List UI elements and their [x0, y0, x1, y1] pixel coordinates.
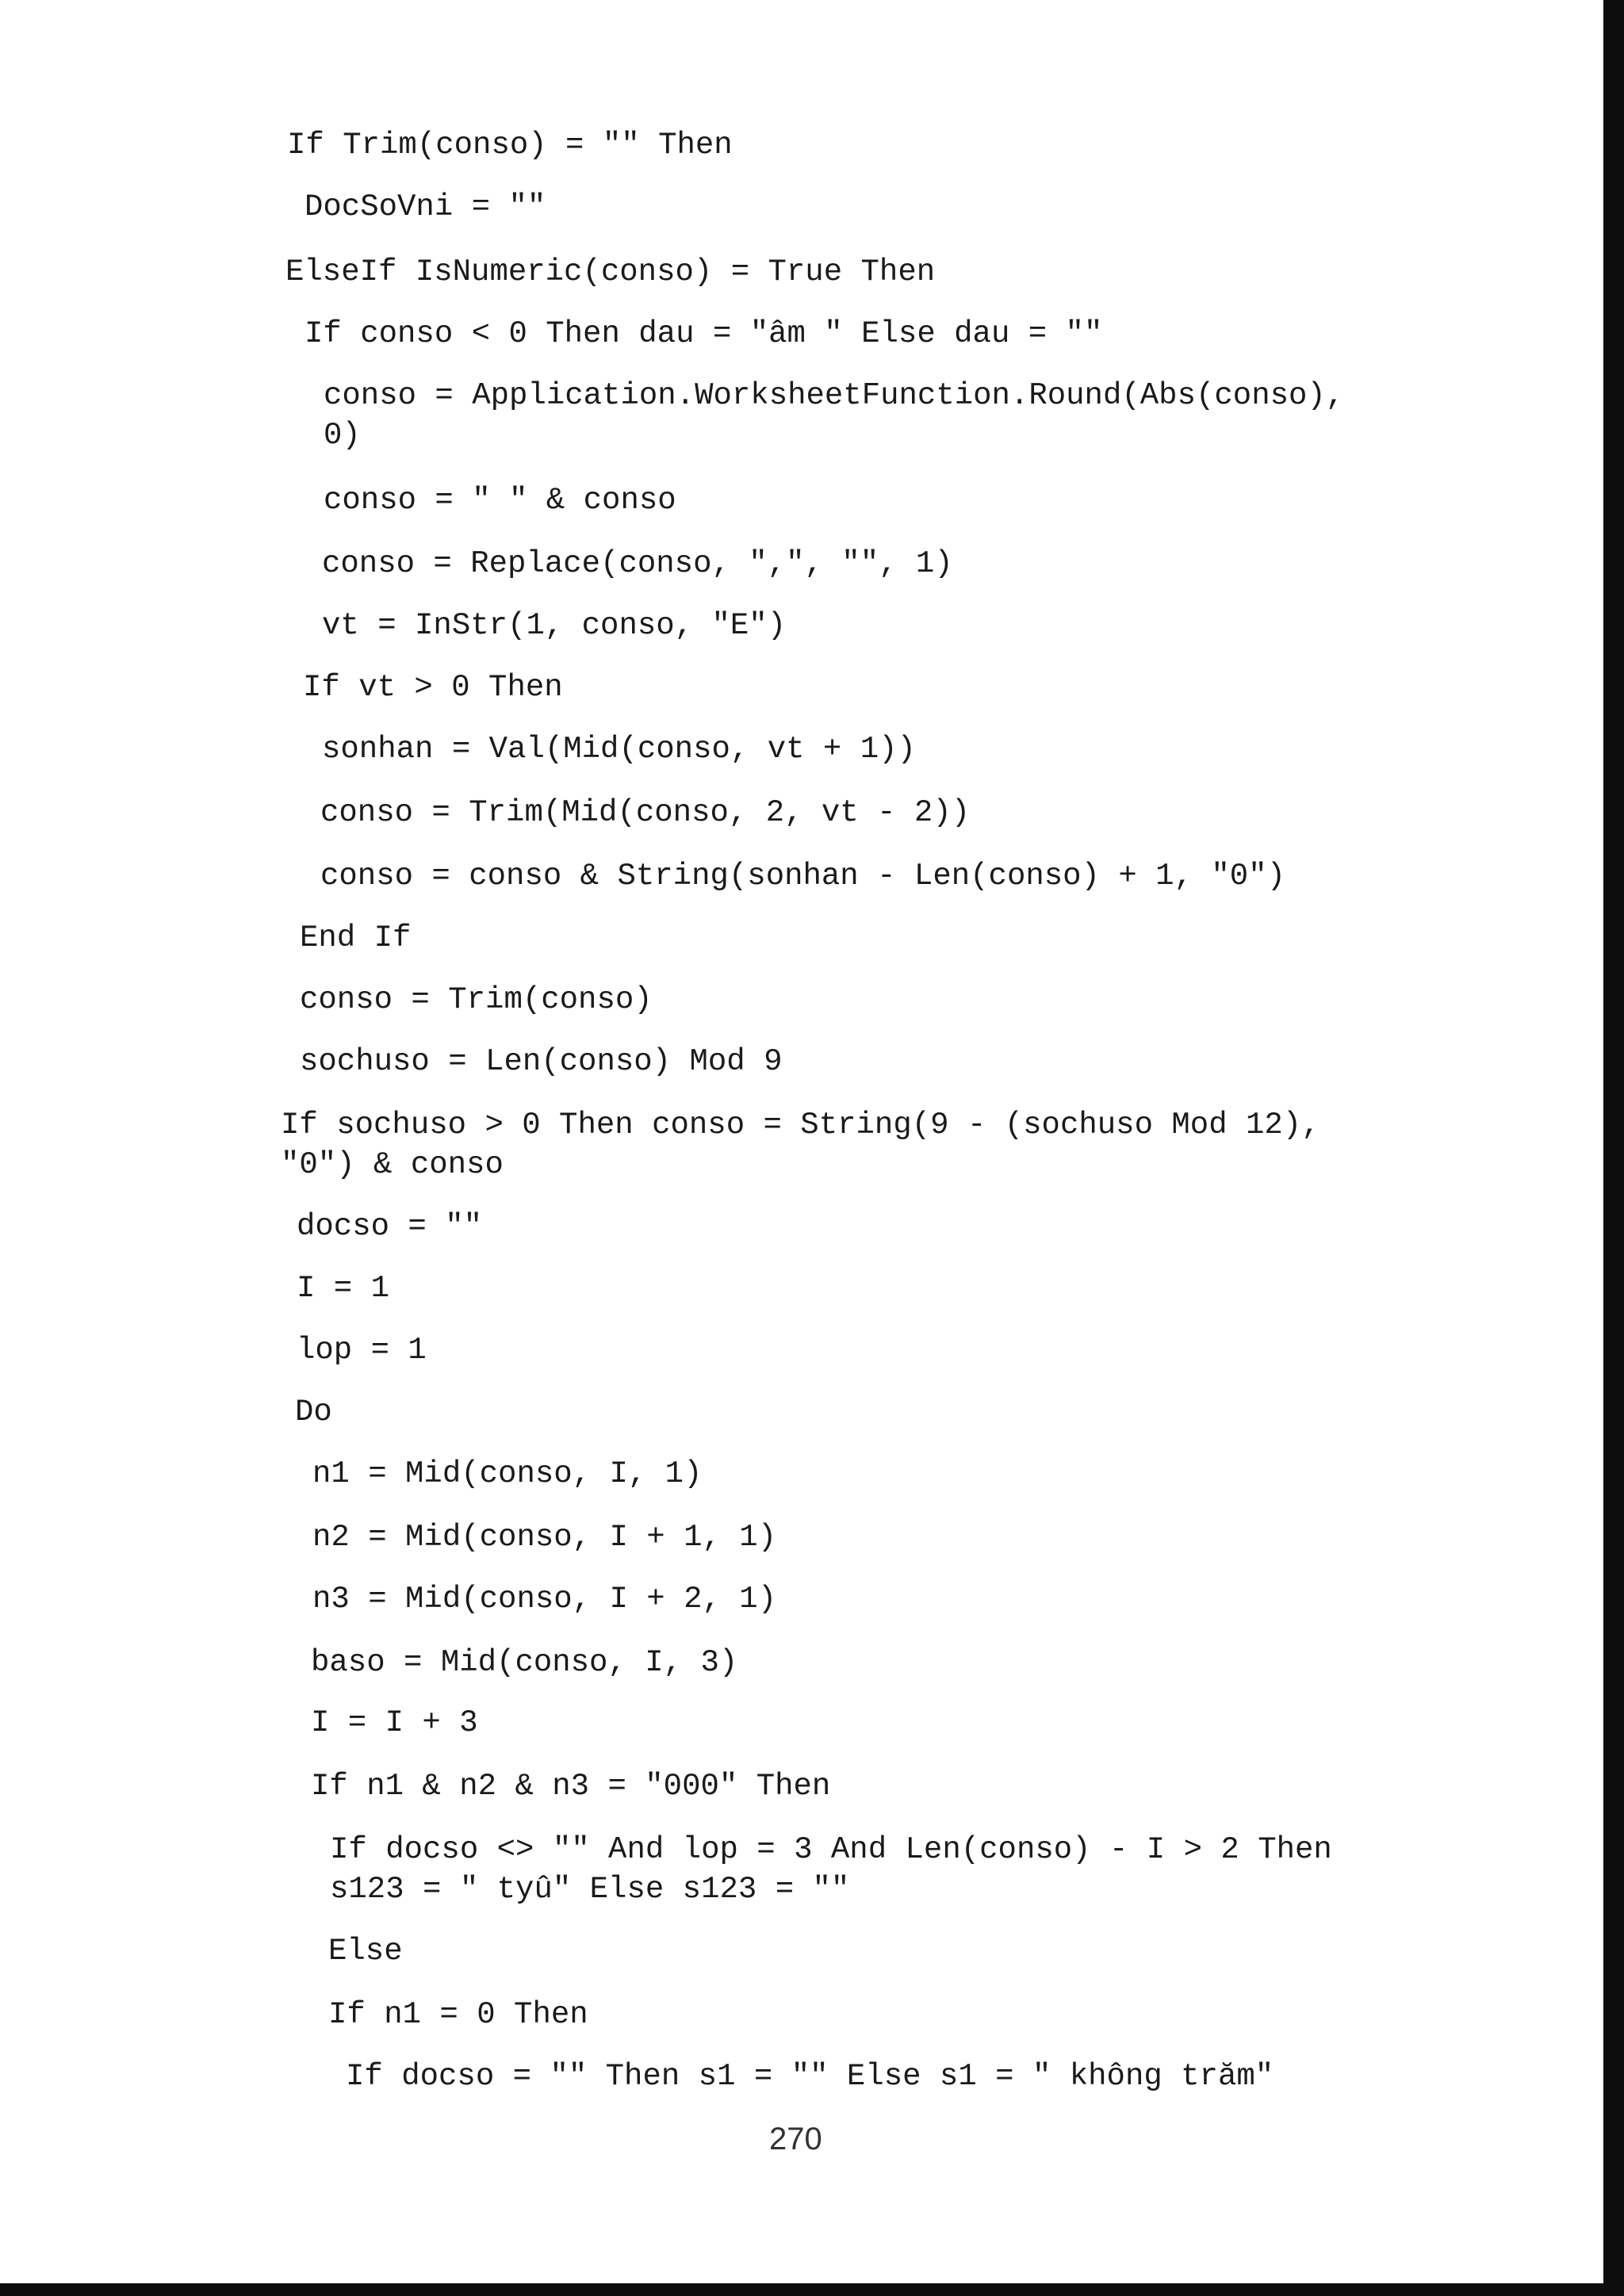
code-line: I = 1	[297, 1271, 390, 1306]
code-line: n3 = Mid(conso, I + 2, 1)	[312, 1582, 777, 1617]
scan-right-border	[1603, 0, 1624, 2296]
code-line: conso = conso & String(sonhan - Len(conso) + 1, "0")	[320, 859, 1285, 894]
code-line: Else	[328, 1934, 403, 1969]
code-line: "0") & conso	[281, 1147, 504, 1182]
code-line: n2 = Mid(conso, I + 1, 1)	[312, 1520, 777, 1555]
code-line: If vt > 0 Then	[303, 670, 563, 705]
page-number: 270	[769, 2122, 822, 2156]
code-line: vt = InStr(1, conso, "E")	[322, 608, 787, 643]
code-line: conso = Trim(Mid(conso, 2, vt - 2))	[320, 795, 971, 830]
code-line: If sochuso > 0 Then conso = String(9 - (sochuso Mod 12),	[281, 1108, 1320, 1142]
code-line: If n1 = 0 Then	[328, 1997, 588, 2032]
code-line: I = I + 3	[311, 1705, 478, 1740]
code-line: If docso <> "" And lop = 3 And Len(conso) - I > 2 Then	[330, 1832, 1332, 1867]
code-line: baso = Mid(conso, I, 3)	[311, 1645, 738, 1680]
code-line: If Trim(conso) = "" Then	[287, 128, 733, 163]
code-line: If docso = "" Then s1 = "" Else s1 = " không trăm"	[346, 2059, 1274, 2094]
code-line: conso = Application.WorksheetFunction.Round(Abs(conso),	[324, 378, 1345, 413]
code-line: 0)	[324, 418, 361, 453]
code-line: If n1 & n2 & n3 = "000" Then	[311, 1769, 831, 1804]
scan-bottom-border	[0, 2283, 1624, 2296]
code-line: ElseIf IsNumeric(conso) = True Then	[285, 254, 936, 289]
code-line: sochuso = Len(conso) Mod 9	[300, 1044, 783, 1079]
code-line: docso = ""	[297, 1209, 483, 1244]
code-line: If conso < 0 Then dau = "âm " Else dau = ""	[304, 316, 1103, 351]
code-line: End If	[300, 920, 412, 955]
code-line: lop = 1	[297, 1333, 427, 1368]
code-line: DocSoVni = ""	[304, 189, 546, 224]
code-line: Do	[295, 1395, 332, 1429]
code-line: sonhan = Val(Mid(conso, vt + 1))	[322, 732, 916, 767]
code-line: s123 = " tyû" Else s123 = ""	[330, 1872, 850, 1907]
code-line: conso = Trim(conso)	[300, 982, 653, 1017]
code-line: conso = Replace(conso, ",", "", 1)	[322, 546, 953, 581]
code-line: conso = " " & conso	[324, 483, 676, 518]
code-line: n1 = Mid(conso, I, 1)	[312, 1456, 703, 1491]
